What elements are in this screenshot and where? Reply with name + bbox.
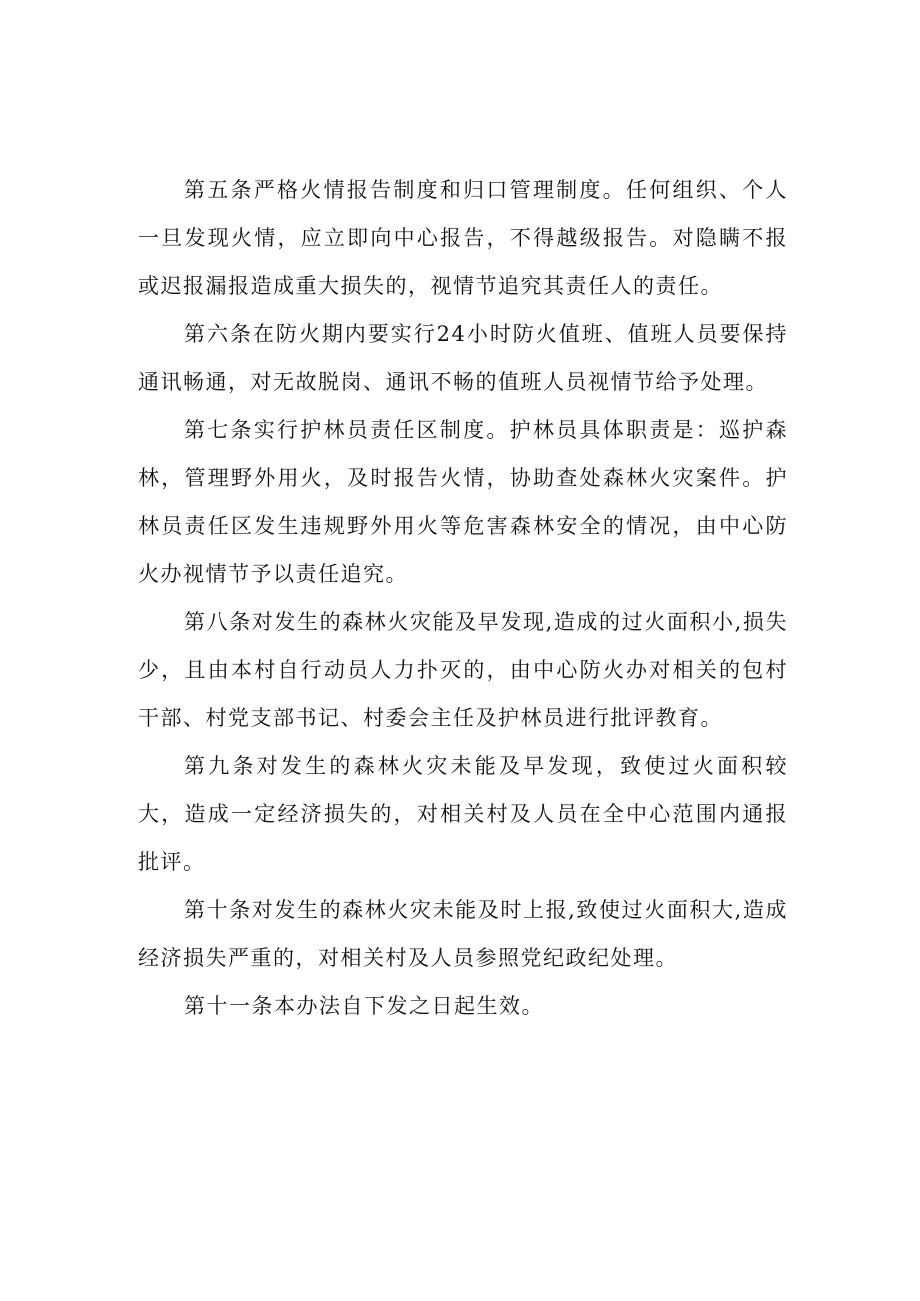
document-body (138, 166, 788, 1030)
paragraph-article-5: 第五条严格火情报告制度和归口管理制度。任何组织、个人一旦发现火情，应立即向中心报告，不得越级报告。对隐瞒不报或迟报漏报造成重大损失的，视情节追究其责任人的责任。 (138, 178, 788, 298)
paragraph-article-11: 第十一条本办法自下发之日起生效。 (184, 994, 544, 1018)
paragraph-article-9: 第九条对发生的森林火灾未能及早发现，致使过火面积较大，造成一定经济损失的，对相关村及人员在全中心范围内通报批评。 (138, 754, 788, 874)
paragraph-article-6: 第六条在防火期内要实行24小时防火值班、值班人员要保持通讯畅通，对无故脱岗、通讯不畅的值班人员视情节给予处理。 (138, 322, 788, 394)
paragraph-article-7: 第七条实行护林员责任区制度。护林员具体职责是：巡护森林，管理野外用火，及时报告火情，协助查处森林火灾案件。护林员责任区发生违规野外用火等危害森林安全的情况，由中心防火办视情节予以责任追究。 (138, 418, 788, 586)
paragraph-article-8: 第八条对发生的森林火灾能及早发现,造成的过火面积小,损失少，且由本村自行动员人力扑灭的，由中心防火办对相关的包村干部、村党支部书记、村委会主任及护林员进行批评教育。 (138, 610, 788, 730)
paragraph-article-10: 第十条对发生的森林火灾未能及时上报,致使过火面积大,造成经济损失严重的，对相关村及人员参照党纪政纪处理。 (138, 898, 788, 970)
